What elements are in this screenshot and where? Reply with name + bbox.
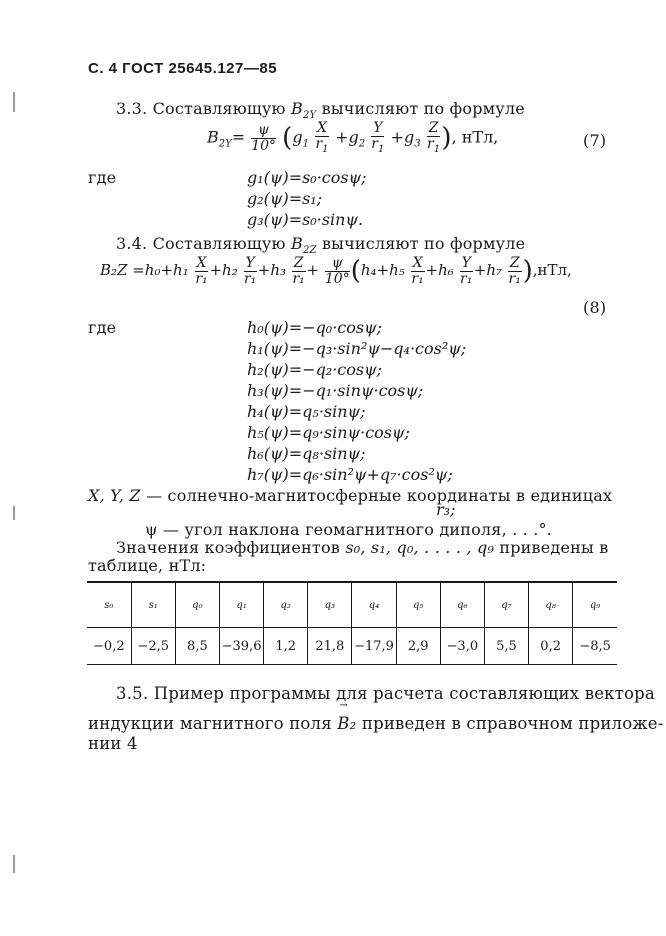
- coefficient-table: [87, 583, 617, 664]
- values-note-line2: таблице, нТл:: [88, 556, 207, 575]
- header-q8: q₈: [529, 583, 573, 628]
- xyz-text: — солнечно-магнитосферные координаты в единицах: [146, 486, 613, 505]
- value-s0: −0,2: [93, 638, 125, 654]
- values-intro: Значения коэффициентов: [116, 538, 341, 557]
- h6-definition: h₆(ψ)=q₈·sinψ;: [247, 444, 366, 463]
- values-vars: s₀, s₁, q₀, . . . . , q₉: [345, 538, 495, 557]
- g3-definition: g₃(ψ)=s₀·sinψ.: [247, 210, 364, 229]
- g1-definition: g₁(ψ)=s₀·cosψ;: [247, 168, 367, 187]
- header-q6: q₆: [440, 583, 484, 628]
- eq-number-7: (7): [583, 131, 607, 150]
- value-q7: 5,5: [484, 628, 528, 665]
- r3-unit: r₃;: [436, 500, 456, 519]
- value-q9: −8,5: [573, 628, 617, 665]
- x-over-r1-b: $\frac{X}{\text{r₁}}$: [195, 255, 208, 287]
- h1-definition: h₁(ψ)=−q₃·sin²ψ−q₄·cos²ψ;: [247, 339, 467, 358]
- section-3-4-lead: 3.4. Составляющую: [116, 234, 286, 253]
- b2-vector: → B₂: [337, 700, 357, 733]
- section-3-5-line2-lead: индукции магнитного поля: [88, 714, 332, 733]
- header-q4: q₄: [352, 583, 396, 628]
- value-q2: 1,2: [264, 628, 308, 665]
- h5-definition: h₅(ψ)=q₉·sinψ·cosψ;: [247, 423, 410, 442]
- psi-note: ψ — угол наклона геомагнитного диполя, . . .°.: [145, 520, 553, 539]
- value-s1: −2,5: [131, 628, 175, 665]
- z-over-r1-c: $\frac{Z}{\text{r₁}}$: [508, 255, 521, 287]
- formula-7: $B_{2Y}=$ $\frac{\psi}{10^\circ}$ ($g_1$ $\frac{X}{r_1}$ $+g_2$ $\frac{Y}{r_1}$ $+g_3$ $\frac{Z}{r_1}$ ), нТл,: [207, 120, 499, 155]
- header-s1: s₁: [131, 583, 175, 628]
- values-tail: приведены в: [499, 538, 609, 557]
- b2y-symbol: $B_{2Y}$: [290, 99, 317, 122]
- section-3-5-line2-tail: приведен в справочном приложе-: [361, 714, 664, 733]
- page-header: С. 4 ГОСТ 25645.127—85: [88, 60, 278, 77]
- value-q1: −39,6: [219, 628, 263, 665]
- h7-definition: h₇(ψ)=q₆·sin²ψ+q₇·cos²ψ;: [247, 465, 453, 484]
- value-q3: 21,8: [308, 628, 352, 665]
- header-q9: q₉: [573, 583, 617, 628]
- h4-definition: h₄(ψ)=q₅·sinψ;: [247, 402, 366, 421]
- table-header-row: [87, 583, 617, 628]
- value-q8: 0,2: [529, 628, 573, 665]
- psi-over-deg-b: $\frac{\psi}{10^\circ}$: [324, 255, 350, 287]
- where-label-1: где: [88, 168, 117, 187]
- table-value-row: [87, 628, 617, 665]
- y-over-r1-c: $\frac{Y}{\text{r₁}}$: [460, 255, 473, 287]
- z-over-r1-b: $\frac{Z}{\text{r₁}}$: [292, 255, 305, 287]
- value-q0: 8,5: [175, 628, 219, 665]
- formula-8: B₂Z =h₀+h₁ $\frac{X}{\text{r₁}}$ +h₂ $\frac{Y}{\text{r₁}}$ +h₃ $\frac{Z}{\text{r₁}}$ + $\frac{\psi}{10^\circ}$ (h₄+h₅ $\frac{X}{\text{r₁}}$ +h₆ $\frac{Y}{\text{r₁}}$ +h₇ $\frac{Z}{\text{r₁}}$ ),нТл,: [100, 255, 572, 287]
- section-3-3-lead: 3.3. Составляющую: [116, 99, 286, 118]
- values-note-line1: [116, 538, 608, 557]
- header-q7: q₇: [484, 583, 528, 628]
- value-q5: 2,9: [396, 628, 440, 665]
- header-q1: q₁: [219, 583, 263, 628]
- eq-number-8: (8): [583, 298, 607, 317]
- margin-mark-top: [13, 92, 15, 112]
- x-over-r1: $\frac{X}{r_1}$: [315, 120, 329, 155]
- header-q0: q₀: [175, 583, 219, 628]
- g2-definition: g₂(ψ)=s₁;: [247, 189, 323, 208]
- section-3-5-line2: [88, 700, 664, 733]
- header-q5: q₅: [396, 583, 440, 628]
- h3-definition: h₃(ψ)=−q₁·sinψ·cosψ;: [247, 381, 424, 400]
- value-q4: −17,9: [352, 628, 396, 665]
- section-3-5-line1: 3.5. Пример программы для расчета составляющих вектора: [116, 684, 655, 703]
- header-q3: q₃: [308, 583, 352, 628]
- table-bottom-rule: [87, 664, 617, 665]
- b2z-symbol: $B_{2Z}$: [290, 234, 317, 257]
- margin-mark-bottom: [13, 855, 15, 873]
- y-over-r1: $\frac{Y}{r_1}$: [371, 120, 385, 155]
- header-s0: s₀: [104, 599, 114, 611]
- psi-over-deg: $\frac{\psi}{10^\circ}$: [251, 121, 277, 154]
- value-q6: −3,0: [440, 628, 484, 665]
- section-3-3-intro: [116, 99, 525, 121]
- header-q2: q₂: [264, 583, 308, 628]
- section-3-4-tail: вычисляют по формуле: [321, 234, 526, 253]
- z-over-r1: $\frac{Z}{r_1}$: [427, 120, 441, 155]
- xyz-note: [88, 486, 612, 505]
- section-3-3-tail: вычисляют по формуле: [321, 99, 525, 118]
- section-3-4-intro: [116, 234, 525, 256]
- x-over-r1-c: $\frac{X}{\text{r₁}}$: [411, 255, 424, 287]
- margin-mark-middle: [13, 506, 15, 520]
- h2-definition: h₂(ψ)=−q₂·cosψ;: [247, 360, 383, 379]
- where-label-2: где: [88, 318, 117, 337]
- section-3-5-line3: нии 4: [88, 734, 138, 753]
- h0-definition: h₀(ψ)=−q₀·cosψ;: [247, 318, 383, 337]
- y-over-r1-b: $\frac{Y}{\text{r₁}}$: [243, 255, 257, 287]
- xyz-vars: X, Y, Z: [88, 486, 141, 505]
